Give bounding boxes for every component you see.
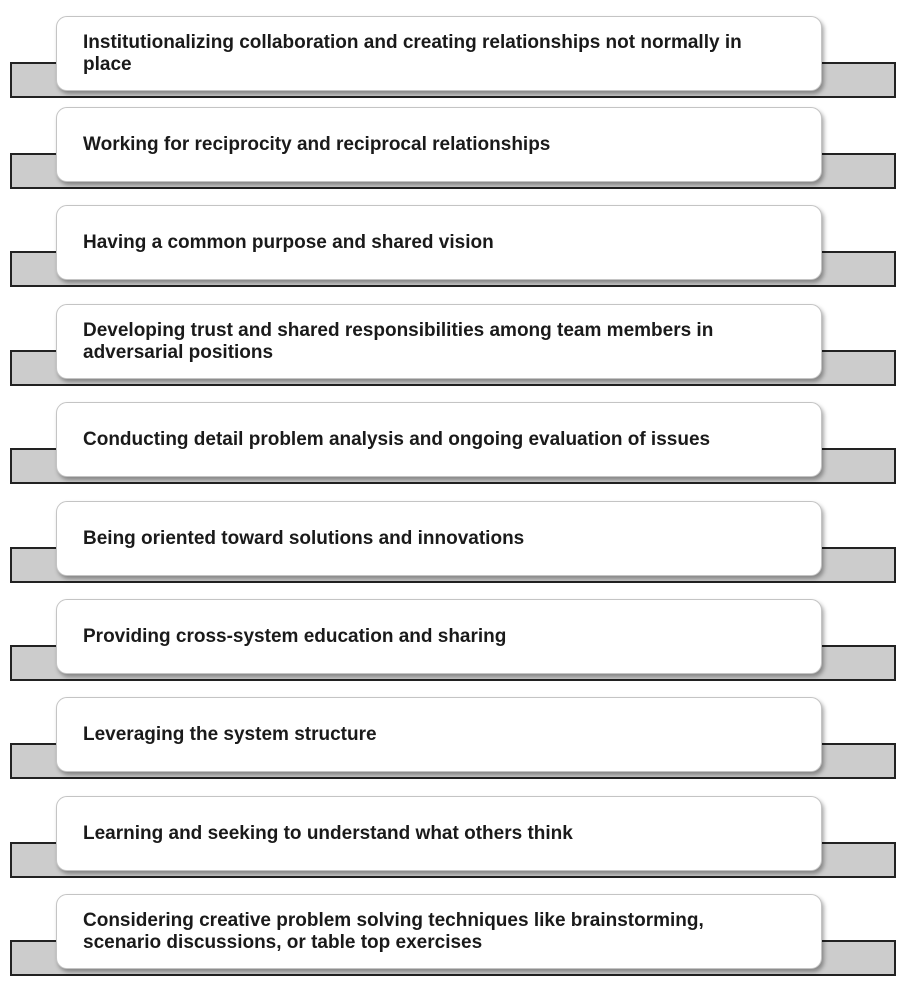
list-item (0, 697, 906, 781)
item-label: Conducting detail problem analysis and ongoing evaluation of issues (83, 428, 711, 450)
item-label: Having a common purpose and shared vision (83, 231, 494, 253)
item-label: Considering creative problem solving techniques like brainstorming, scenario discussions, or table top exercises (83, 909, 704, 953)
item-label: Developing trust and shared responsibilities among team members in adversarial positions (83, 319, 714, 363)
item-card (56, 16, 822, 91)
list-item (0, 107, 906, 191)
item-label: Institutionalizing collaboration and creating relationships not normally in place (83, 31, 742, 75)
item-label: Working for reciprocity and reciprocal relationships (83, 133, 551, 155)
list-item (0, 599, 906, 683)
item-card (56, 402, 822, 477)
list-item (0, 894, 906, 978)
item-card (56, 501, 822, 576)
item-label: Learning and seeking to understand what others think (83, 822, 573, 844)
list-item (0, 796, 906, 880)
item-card (56, 599, 822, 674)
item-label: Providing cross-system education and sharing (83, 625, 507, 647)
item-label: Being oriented toward solutions and innovations (83, 527, 525, 549)
list-item (0, 16, 906, 100)
item-card (56, 894, 822, 969)
item-card (56, 107, 822, 182)
list-item (0, 304, 906, 388)
list-item (0, 205, 906, 289)
item-card (56, 697, 822, 772)
item-card (56, 796, 822, 871)
list-item (0, 501, 906, 585)
item-card (56, 304, 822, 379)
item-label: Leveraging the system structure (83, 723, 377, 745)
item-card (56, 205, 822, 280)
list-item (0, 402, 906, 486)
